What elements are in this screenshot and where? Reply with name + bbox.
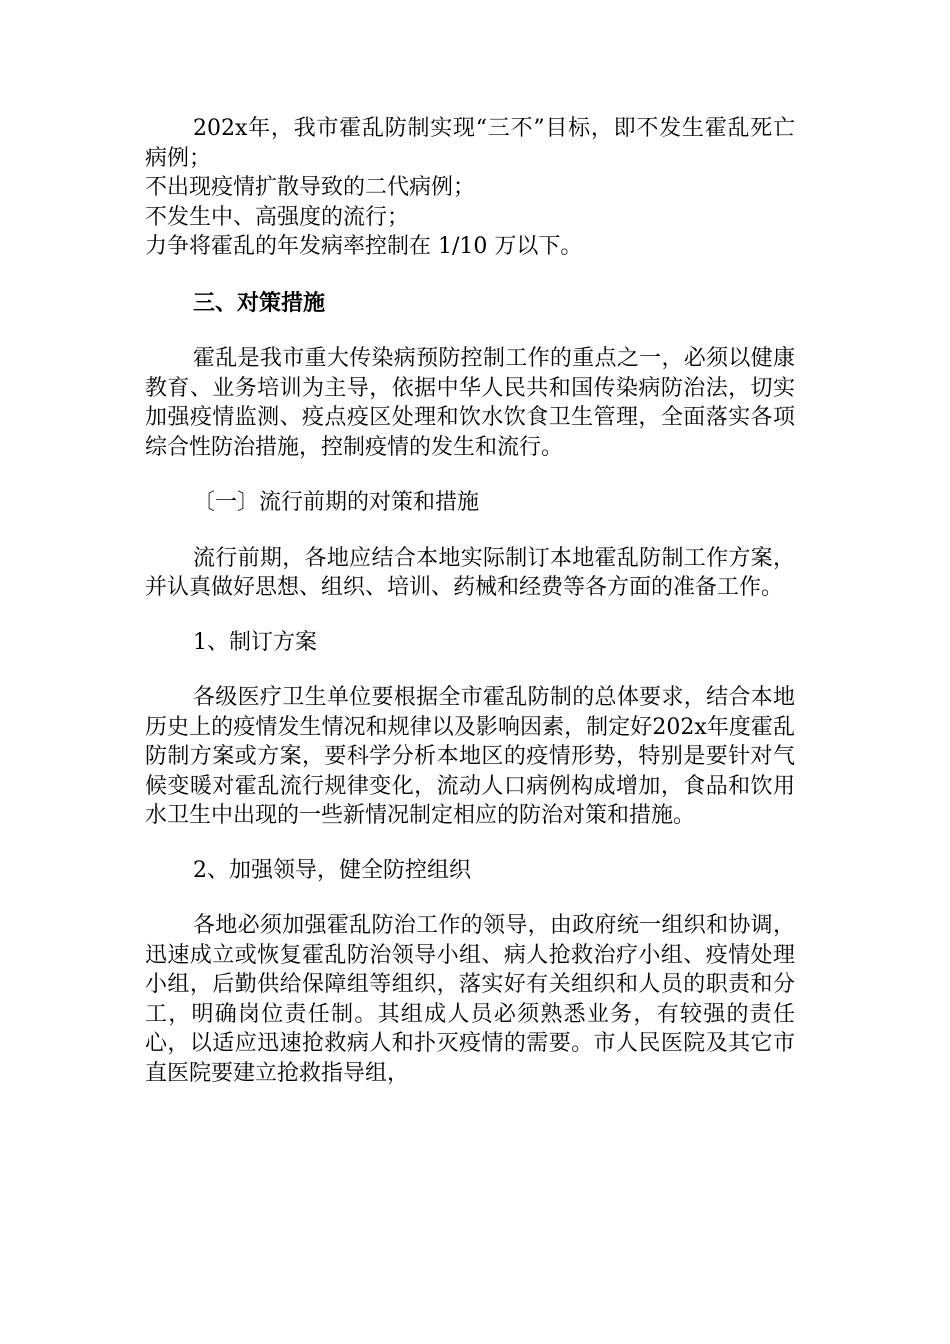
subsection-heading: 〔一〕流行前期的对策和措施 <box>193 490 480 515</box>
goal-intro-paragraph: 202x年，我市霍乱防制实现“三不”目标，即不发生霍乱死亡病例； <box>145 116 795 171</box>
goal-item-paragraph: 不发生中、高强度的流行； <box>145 204 410 230</box>
section-intro-paragraph: 霍乱是我市重大传染病预防控制工作的重点之一，必须以健康教育、业务培训为主导，依据中华人民共和国传染病防治法，切实加强疫情监测、疫点疫区处理和饮水饮食卫生管理，全面落实各项综合性防治措施，控制疫情的发生和流行。 <box>145 346 795 460</box>
goal-item-paragraph: 力争将霍乱的年发病率控制在 1/10 万以下。 <box>145 234 583 259</box>
item-heading: 2、加强领导，健全防控组织 <box>193 857 471 883</box>
body-paragraph: 各级医疗卫生单位要根据全市霍乱防制的总体要求，结合本地历史上的疫情发生情况和规律以及影响因素，制定好202x年度霍乱防制方案或方案，要科学分析本地区的疫情形势，特别是要针对气候变暖对霍乱流行规律变化，流动人口病例构成增加，食品和饮用水卫生中出现的一些新情况制定相应的防治对策和措施。 <box>145 685 795 828</box>
document-page <box>145 114 795 1088</box>
goal-item-paragraph: 不出现疫情扩散导致的二代病例； <box>145 175 476 200</box>
body-paragraph: 流行前期，各地应结合本地实际制订本地霍乱防制工作方案，并认真做好思想、组织、培训、药械和经费等各方面的准备工作。 <box>145 545 795 600</box>
body-paragraph: 各地必须加强霍乱防治工作的领导，由政府统一组织和协调，迅速成立或恢复霍乱防治领导小组、病人抢救治疗小组、疫情处理小组，后勤供给保障组等组织，落实好有关组织和人员的职责和分工，明确岗位责任制。其组成人员必须熟悉业务，有较强的责任心，以适应迅速抢救病人和扑灭疫情的需要。市人民医院及其它市直医院要建立抢救指导组， <box>145 913 795 1086</box>
section-heading: 三、对策措施 <box>193 290 326 316</box>
item-heading: 1、制订方案 <box>193 629 317 655</box>
